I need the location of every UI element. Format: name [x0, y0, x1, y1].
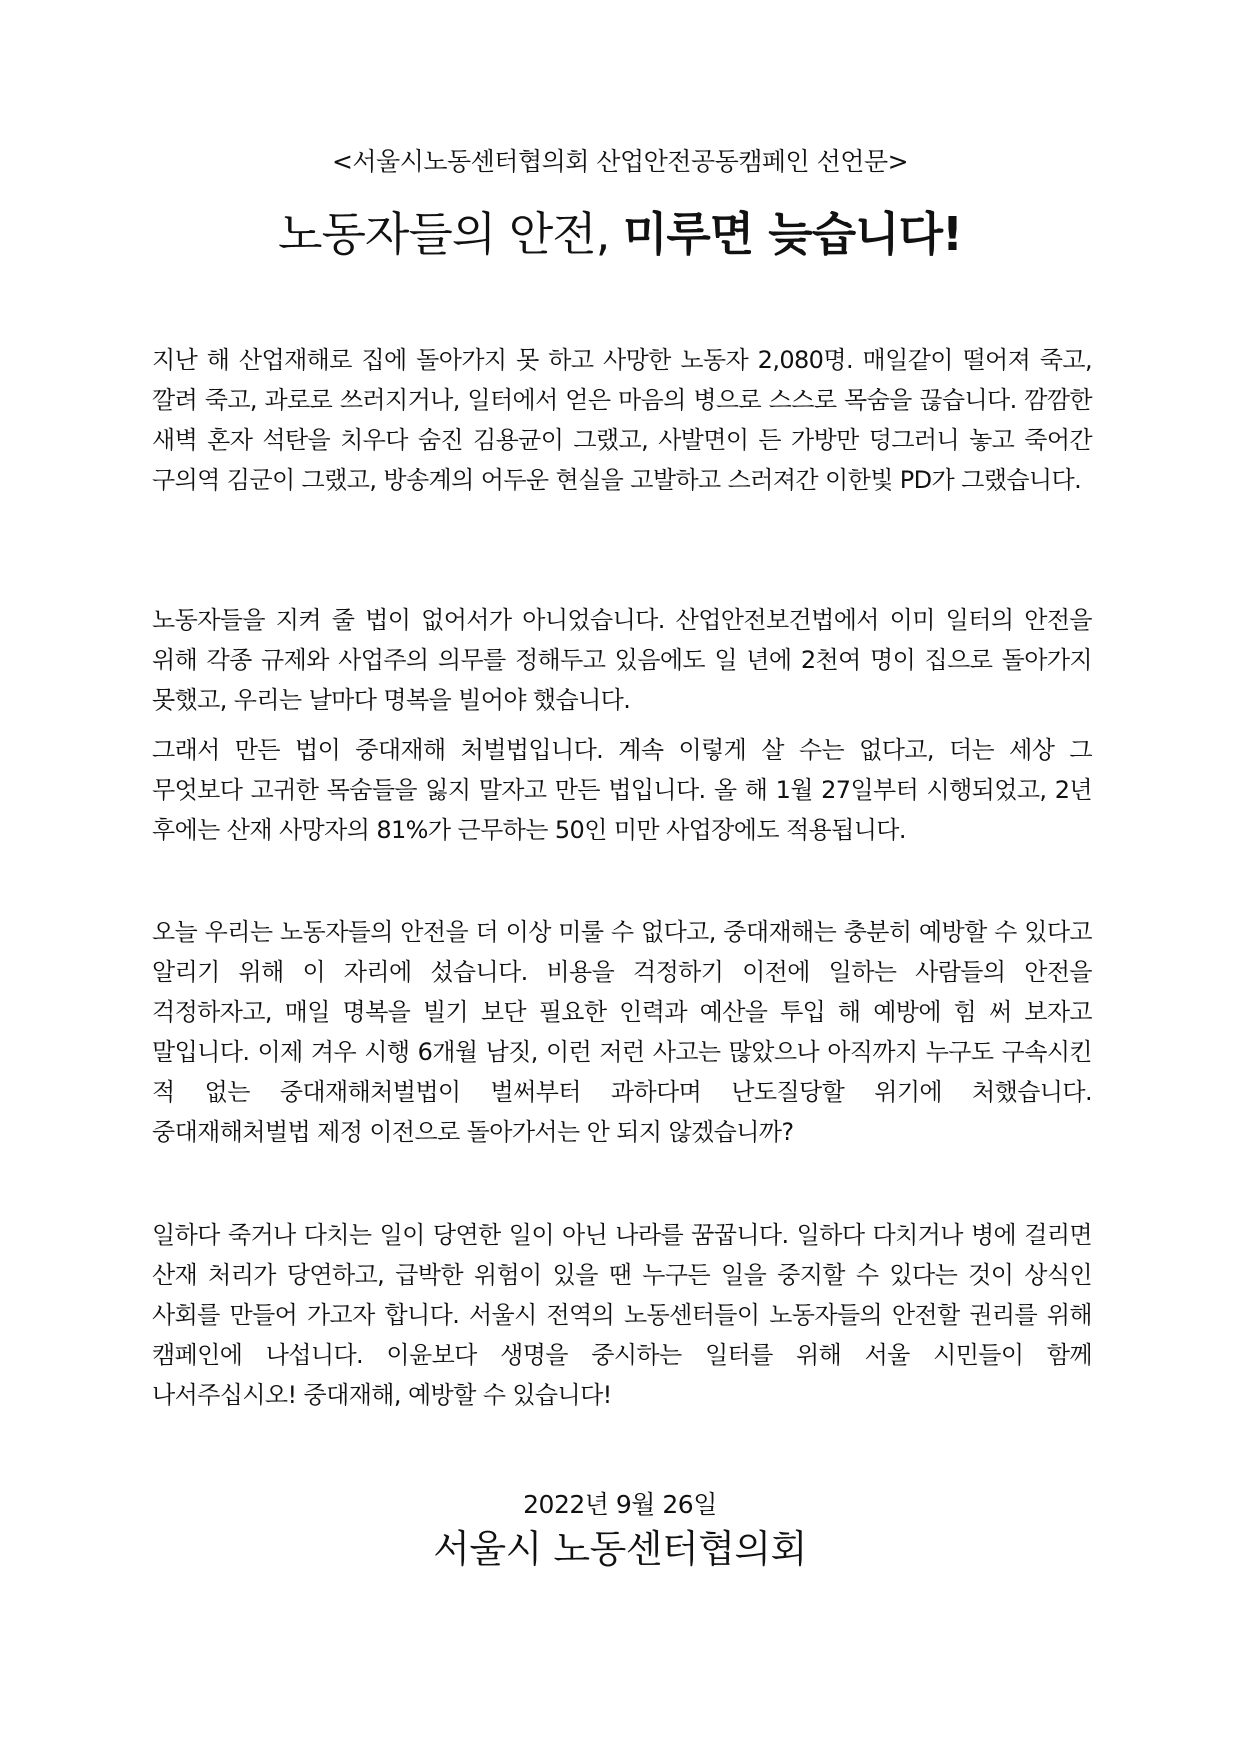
- title-part-bold: 미루면 늦습니다!: [622, 207, 962, 261]
- paragraph-1: 지난 해 산업재해로 집에 돌아가지 못 하고 사망한 노동자 2,080명. 매일같이 떨어져 죽고, 깔려 죽고, 과로로 쓰러지거나, 일터에서 얻은 마음의 병으로 스스로 목숨을 끊습니다. 깜깜한 새벽 혼자 석탄을 치우다 숨진 김용균이 그랬고, 사발면이 든 가방만 덩그러니 놓고 죽어간 구의역 김군이 그랬고, 방송계의 어두운 현실을 고발하고 스러져간 이한빛 PD가 그랬습니다.: [152, 346, 1092, 494]
- paragraph-5: 일하다 죽거나 다치는 일이 당연한 일이 아닌 나라를 꿈꿉니다. 일하다 다치거나 병에 걸리면 산재 처리가 당연하고, 급박한 위험이 있을 땐 누구든 일을 중지할 수 있다는 것이 상식인 사회를 만들어 가고자 합니다. 서울시 전역의 노동센터들이 노동자들의 안전할 권리를 위해 캠페인에 나섭니다. 이윤보다 생명을 중시하는 일터를 위해 서울 시민들이 함께 나서주십시오! 중대재해, 예방할 수 있습니다!: [152, 1221, 1092, 1409]
- document-subtitle: <서울시노동센터협의회 산업안전공동캠페인 선언문>: [331, 147, 909, 176]
- paragraph-2: 노동자들을 지켜 줄 법이 없어서가 아니었습니다. 산업안전보건법에서 이미 일터의 안전을 위해 각종 규제와 사업주의 의무를 정해두고 있음에도 일 년에 2천여 명이 집으로 돌아가지 못했고, 우리는 날마다 명복을 빌어야 했습니다.: [152, 606, 1092, 714]
- title-part-regular: 노동자들의 안전,: [278, 207, 623, 261]
- paragraph-3: 그래서 만든 법이 중대재해 처벌법입니다. 계속 이렇게 살 수는 없다고, 더는 세상 그 무엇보다 고귀한 목숨들을 잃지 말자고 만든 법입니다. 올 해 1월 27일부터 시행되었고, 2년 후에는 산재 사망자의 81%가 근무하는 50인 미만 사업장에도 적용됩니다.: [152, 736, 1092, 844]
- document-organization: 서울시 노동센터협의회: [433, 1527, 807, 1571]
- paragraph-4: 오늘 우리는 노동자들의 안전을 더 이상 미룰 수 없다고, 중대재해는 충분히 예방할 수 있다고 알리기 위해 이 자리에 섰습니다. 비용을 걱정하기 이전에 일하는 사람들의 안전을 걱정하자고, 매일 명복을 빌기 보단 필요한 인력과 예산을 투입 해 예방에 힘 써 보자고 말입니다. 이제 겨우 시행 6개월 남짓, 이런 저런 사고는 많았으나 아직까지 누구도 구속시킨 적 없는 중대재해처벌법이 벌써부터 과하다며 난도질당할 위기에 처했습니다. 중대재해처벌법 제정 이전으로 돌아가서는 안 되지 않겠습니까?: [152, 918, 1092, 1146]
- document-title: [0, 198, 1240, 264]
- document-date: 2022년 9월 26일: [523, 1490, 717, 1519]
